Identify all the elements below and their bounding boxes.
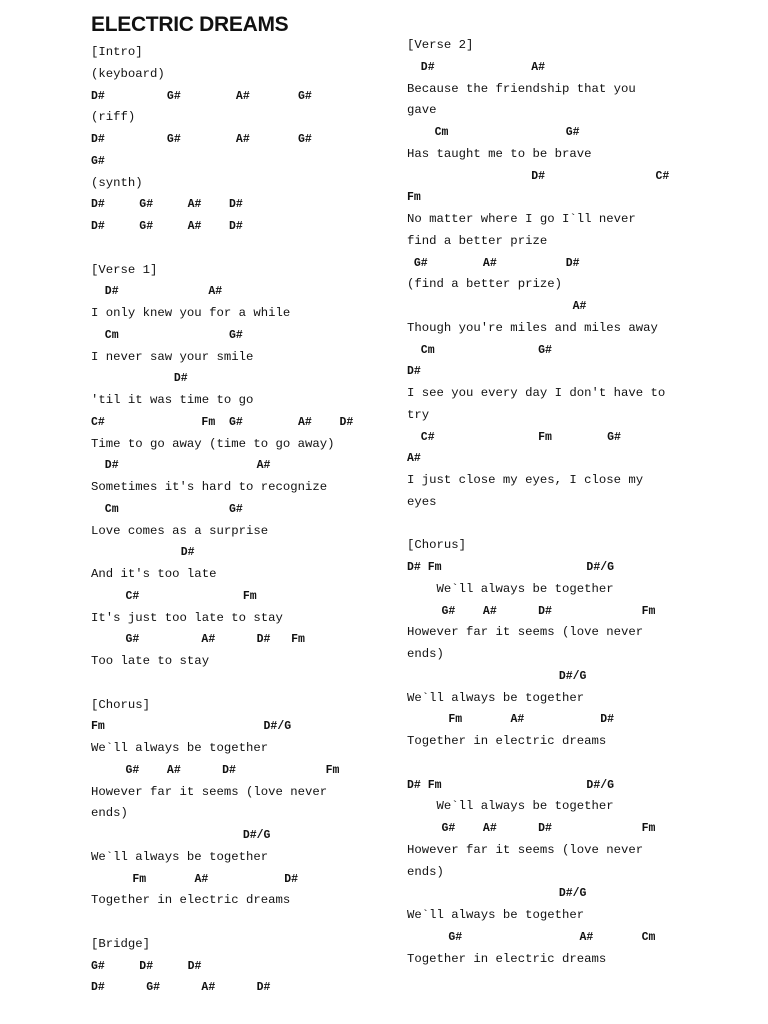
chord-line: A# (407, 300, 587, 313)
lyric-line: eyes (407, 494, 437, 509)
chord-line: Cm G# (407, 126, 580, 139)
chord-line: Fm A# D# (91, 872, 299, 886)
right-column (407, 0, 747, 970)
chord-line: D# G# A# D# (91, 981, 271, 995)
chord-line: Cm G# (91, 328, 243, 342)
blank-line (407, 514, 747, 536)
chord-line: C# Fm G# A# D# (91, 415, 354, 429)
lyric-line: ends) (91, 806, 128, 821)
lyric-line: find a better prize (407, 233, 548, 248)
lyric-line: 'til it was time to go (91, 393, 254, 407)
lyric-line: It's just too late to stay (91, 610, 283, 625)
lyric-line: No matter where I go I`ll never (407, 212, 636, 226)
lyric-line: [Verse 2] (407, 38, 474, 52)
chord-line: Fm (407, 191, 421, 205)
lyric-line: Too late to stay (91, 654, 210, 668)
chord-line: D# G# A# G# (91, 89, 312, 103)
chord-line: D# G# A# G# (91, 133, 312, 146)
lyric-line: Together in electric dreams (407, 951, 607, 966)
lyric-line: (find a better prize) (407, 277, 562, 292)
right-lyrics-block (407, 35, 747, 970)
chord-line: G# (91, 154, 105, 168)
lyric-line: We`ll always be together (91, 849, 269, 864)
lyric-line: Together in electric dreams (91, 893, 291, 908)
lyric-line: ends) (407, 864, 444, 879)
lyric-line: We`ll always be together (407, 581, 614, 596)
lyric-line: Because the friendship that you (407, 81, 636, 96)
lyric-line: Has taught me to be brave (407, 146, 592, 161)
chord-line: D# Fm D#/G (407, 778, 615, 792)
chord-line: D# A# (91, 285, 223, 299)
chord-line: D#/G (407, 669, 587, 683)
lyric-line: (riff) (91, 110, 136, 125)
chord-line: C# Fm (91, 589, 257, 603)
lyric-line: [Intro] (91, 45, 143, 59)
chord-line: D# G# A# D# (91, 220, 243, 233)
lyric-line: We`ll always be together (407, 908, 585, 922)
chord-line: G# A# Cm (407, 930, 656, 944)
left-column (91, 0, 391, 999)
lyric-line: We`ll always be together (407, 799, 614, 814)
chord-line: C# Fm G# (407, 430, 621, 444)
lyric-line: Though you're miles and miles away (407, 320, 658, 335)
blank-line (91, 673, 391, 695)
chord-line: G# D# D# (91, 959, 202, 973)
lyric-line: [Chorus] (407, 538, 467, 553)
chord-line: Cm G# (407, 343, 552, 357)
chord-line: D# A# (407, 60, 546, 74)
lyric-line: I see you every day I don't have to (407, 386, 666, 400)
lyric-line: We`ll always be together (407, 690, 585, 705)
blank-line (407, 753, 747, 775)
chord-line: D# G# A# D# (91, 198, 243, 212)
lyric-line: I never saw your smile (91, 349, 254, 364)
lyric-line: I just close my eyes, I close my (407, 473, 644, 487)
lyric-line: Together in electric dreams (407, 734, 607, 748)
chord-line: G# A# D# Fm (91, 763, 340, 777)
lyric-line: [Chorus] (91, 697, 151, 712)
lyric-line: try (407, 407, 430, 422)
chord-line: A# (407, 452, 421, 466)
lyric-line: However far it seems (love never (407, 625, 644, 640)
lyric-line: [Verse 1] (91, 262, 158, 277)
chord-line: D#/G (91, 829, 271, 842)
lyric-line: gave (407, 103, 437, 118)
lyric-line: Love comes as a surprise (91, 523, 269, 538)
lyric-line: I only knew you for a while (91, 306, 291, 320)
chord-line: G# A# D# (407, 256, 580, 270)
blank-line (91, 912, 391, 934)
chord-line: G# A# D# Fm (407, 604, 656, 618)
lyric-line: Sometimes it's hard to recognize (91, 480, 328, 494)
chord-line: G# A# D# Fm (91, 633, 305, 647)
chord-line: Cm G# (91, 502, 243, 516)
chord-line: Fm A# D# (407, 713, 615, 727)
lyric-line: ends) (407, 647, 444, 661)
lyric-line: However far it seems (love never (407, 842, 644, 857)
chord-line: G# A# D# Fm (407, 822, 656, 835)
lyric-line: We`ll always be together (91, 741, 269, 755)
chord-line: D# C# (407, 169, 670, 183)
chord-line: D# (91, 372, 188, 386)
blank-line (91, 238, 391, 260)
lyric-line: (keyboard) (91, 66, 165, 81)
lyric-line: [Bridge] (91, 936, 151, 951)
chord-line: Fm D#/G (91, 720, 292, 734)
song-title: ELECTRIC DREAMS (91, 13, 289, 36)
lyric-line: Time to go away (time to go away) (91, 436, 335, 451)
lyric-line: However far it seems (love never (91, 784, 328, 799)
chord-line: D# A# (91, 459, 271, 473)
chord-line: D# (407, 365, 421, 379)
lyric-line: (synth) (91, 175, 143, 190)
chord-line: D# (91, 546, 195, 560)
left-lyrics-block (91, 42, 391, 999)
chord-line: D# Fm D#/G (407, 561, 615, 574)
lyric-line: And it's too late (91, 567, 217, 581)
chord-line: D#/G (407, 887, 587, 901)
